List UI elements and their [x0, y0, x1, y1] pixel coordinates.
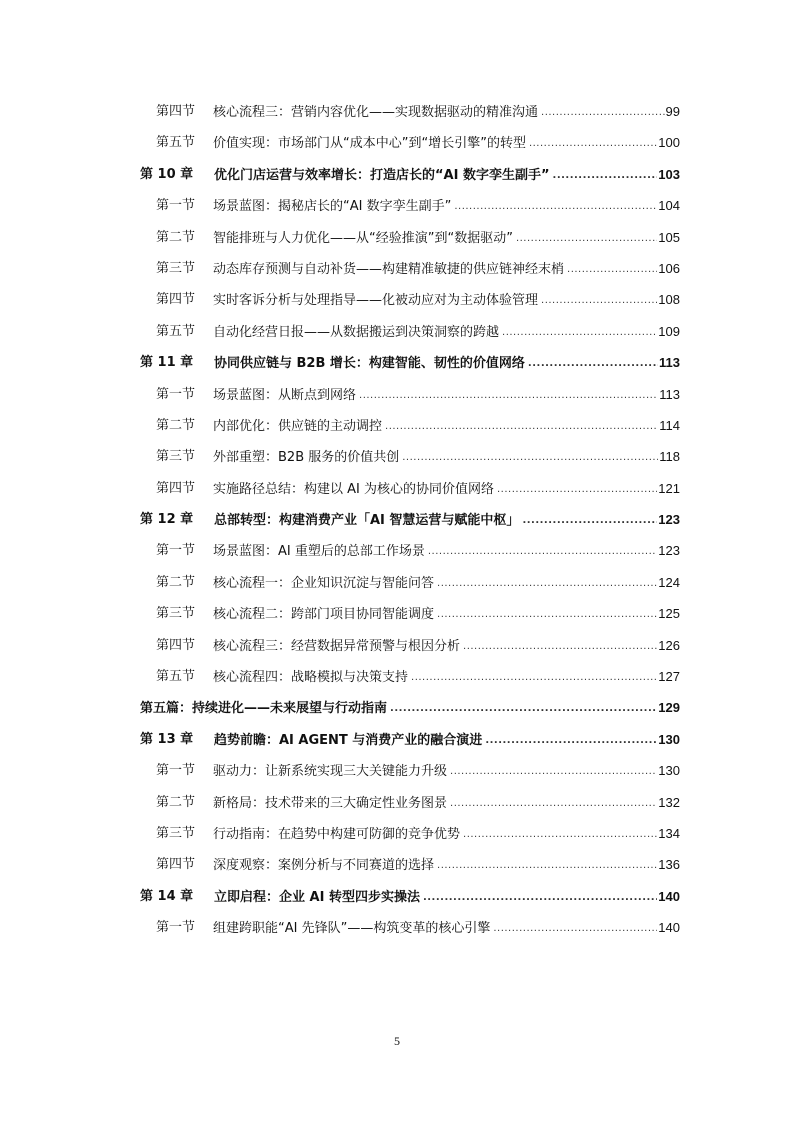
toc-entry-number: 第三节: [156, 260, 196, 276]
toc-entry-title: 第五篇：持续进化——未来展望与行动指南: [140, 701, 388, 717]
toc-entry-title: 动态库存预测与自动补货——构建精准敏捷的供应链神经末梢: [213, 261, 565, 277]
toc-entry-number: 第 13 章: [140, 731, 194, 747]
toc-entry: [213, 96, 680, 129]
toc-entry: [214, 159, 680, 192]
dot-leader: [522, 505, 657, 536]
page-number: 5: [394, 1034, 400, 1048]
toc-section-row[interactable]: [0, 253, 794, 284]
toc-section-row[interactable]: [0, 222, 794, 253]
toc-entry-title: 实施路径总结：构建以 AI 为核心的协同价值网络: [213, 481, 494, 497]
toc-entry-number: 第 14 章: [140, 888, 194, 904]
toc-entry-page: 104: [658, 198, 680, 214]
toc-entry: [213, 661, 680, 694]
toc-entry: [140, 692, 680, 725]
toc-entry-number: 第四节: [156, 480, 196, 496]
toc-entry-page: 105: [658, 229, 680, 245]
toc-entry-page: 113: [659, 386, 680, 402]
dot-leader: [450, 788, 657, 819]
toc-entry-title: 核心流程三：经营数据异常预警与根因分析: [213, 638, 461, 654]
toc-section-row[interactable]: [0, 912, 794, 943]
dot-leader: [428, 536, 657, 567]
toc-entry-title: 驱动力：让新系统实现三大关键能力升级: [213, 764, 448, 780]
toc-entry-number: 第一节: [156, 198, 196, 214]
toc-entry-page: 127: [658, 669, 680, 685]
dot-leader: [390, 693, 657, 724]
toc-entry-number: 第四节: [156, 292, 196, 308]
toc-section-row[interactable]: [0, 316, 794, 347]
toc-section-row[interactable]: [0, 535, 794, 566]
toc-section-row[interactable]: [0, 755, 794, 786]
toc-entry-number: 第 10 章: [140, 166, 194, 182]
toc-entry-number: 第四节: [156, 857, 196, 873]
toc-section-row[interactable]: [0, 96, 794, 127]
toc-entry-page: 124: [658, 574, 680, 590]
toc-entry: [213, 535, 680, 568]
toc-chapter-row[interactable]: [0, 504, 794, 535]
toc-entry: [213, 222, 680, 255]
toc-chapter-row[interactable]: [0, 881, 794, 912]
dot-leader: [423, 882, 657, 913]
toc-section-row[interactable]: [0, 849, 794, 880]
toc-entry-title: 场景蓝图：AI 重塑后的总部工作场景: [213, 544, 425, 560]
toc-entry-title: 深度观察：案例分析与不同赛道的选择: [213, 858, 435, 874]
toc-entry-number: 第五节: [156, 669, 196, 685]
dot-leader: [553, 160, 658, 191]
toc-entry-title: 核心流程三：营销内容优化——实现数据驱动的精准沟通: [213, 105, 539, 120]
toc-chapter-row[interactable]: [0, 159, 794, 190]
toc-entry: [213, 787, 680, 820]
table-of-contents: [0, 96, 794, 944]
toc-section-row[interactable]: [0, 379, 794, 410]
dot-leader: [502, 317, 657, 348]
toc-entry-page: 123: [658, 543, 680, 559]
toc-entry-title: 总部转型：构建消费产业「AI 智慧运营与赋能中枢」: [214, 513, 520, 529]
dot-leader: [385, 411, 658, 442]
toc-entry: [213, 755, 680, 788]
toc-entry-title: 核心流程二：跨部门项目协同智能调度: [213, 607, 435, 623]
toc-entry-title: 组建跨职能“AI 先锋队”——构筑变革的核心引擎: [213, 921, 491, 937]
toc-chapter-row[interactable]: [0, 724, 794, 755]
toc-entry-page: 134: [658, 825, 680, 841]
toc-entry: [213, 253, 680, 286]
toc-section-row[interactable]: [0, 787, 794, 818]
toc-entry: [213, 630, 680, 663]
toc-section-row[interactable]: [0, 567, 794, 598]
toc-entry-page: 129: [658, 700, 680, 716]
toc-entry-number: 第五节: [156, 323, 196, 339]
toc-entry: [213, 379, 680, 412]
toc-entry-number: 第二节: [156, 229, 196, 245]
toc-section-row[interactable]: [0, 190, 794, 221]
dot-leader: [411, 662, 657, 693]
toc-entry-page: 108: [658, 292, 680, 308]
toc-entry-title: 新格局：技术带来的三大确定性业务图景: [213, 795, 448, 811]
dot-leader: [516, 223, 657, 254]
dot-leader: [437, 850, 657, 881]
toc-entry-number: 第一节: [156, 920, 196, 936]
toc-entry-number: 第四节: [156, 637, 196, 653]
toc-section-row[interactable]: [0, 598, 794, 629]
dot-leader: [493, 913, 657, 944]
toc-entry-title: 趋势前瞻：AI AGENT 与消费产业的融合演进: [214, 732, 483, 748]
toc-entry: [214, 504, 680, 537]
toc-entry-page: 100: [658, 135, 680, 151]
toc-entry: [213, 818, 680, 851]
toc-entry-number: 第三节: [156, 606, 196, 622]
toc-entry-page: 106: [658, 260, 680, 276]
toc-entry-page: 140: [658, 920, 680, 936]
toc-entry-number: 第二节: [156, 574, 196, 590]
dot-leader: [463, 819, 657, 850]
toc-entry: [213, 912, 680, 945]
toc-section-row[interactable]: [0, 441, 794, 472]
toc-entry-page: 126: [658, 637, 680, 653]
toc-entry: [213, 190, 680, 223]
toc-entry-number: 第一节: [156, 763, 196, 779]
toc-entry-number: 第 12 章: [140, 512, 194, 528]
toc-entry-title: 立即启程：企业 AI 转型四步实操法: [214, 889, 420, 905]
toc-entry-title: 场景蓝图：揭秘店长的“AI 数字孪生副手”: [213, 199, 452, 215]
toc-entry: [213, 127, 680, 160]
toc-entry-title: 场景蓝图：从断点到网络: [213, 387, 357, 403]
toc-entry-number: 第 11 章: [140, 355, 194, 371]
dot-leader: [437, 568, 657, 599]
toc-entry-page: 109: [658, 323, 680, 339]
toc-entry-page: 118: [659, 449, 680, 465]
toc-entry-title: 行动指南：在趋势中构建可防御的竞争优势: [213, 826, 461, 842]
dot-leader: [528, 348, 658, 379]
toc-entry-title: 协同供应链与 B2B 增长：构建智能、韧性的价值网络: [214, 356, 525, 372]
toc-entry-number: 第三节: [156, 825, 196, 841]
toc-chapter-row[interactable]: [0, 347, 794, 378]
toc-entry-page: 114: [659, 417, 680, 433]
toc-entry-title: 价值实现：市场部门从“成本中心”到“增长引擎”的转型: [213, 136, 526, 152]
toc-entry-title: 自动化经营日报——从数据搬运到决策洞察的跨越: [213, 324, 500, 340]
dot-leader: [450, 756, 657, 787]
dot-leader: [463, 631, 657, 662]
toc-entry: [213, 567, 680, 600]
toc-entry-number: 第三节: [156, 449, 196, 465]
toc-entry-title: 实时客诉分析与处理指导——化被动应对为主动体验管理: [213, 293, 539, 309]
dot-leader: [541, 285, 657, 316]
toc-entry-page: 123: [658, 512, 680, 528]
toc-entry-title: 核心流程四：战略模拟与决策支持: [213, 670, 409, 686]
toc-entry: [214, 724, 680, 757]
toc-section-row[interactable]: [0, 630, 794, 661]
toc-entry-page: 132: [658, 794, 680, 810]
dot-leader: [529, 128, 657, 159]
toc-section-row[interactable]: [0, 127, 794, 158]
dot-leader: [359, 380, 658, 411]
dot-leader: [497, 474, 657, 505]
toc-entry-page: 99: [665, 104, 680, 119]
toc-section-row[interactable]: [0, 410, 794, 441]
toc-entry-number: 第二节: [156, 417, 196, 433]
toc-entry-page: 130: [658, 731, 680, 747]
toc-entry: [214, 881, 680, 914]
toc-section-row[interactable]: [0, 473, 794, 504]
toc-section-row[interactable]: [0, 661, 794, 692]
toc-entry-page: 113: [659, 355, 680, 371]
toc-entry-page: 125: [658, 606, 680, 622]
toc-section-row[interactable]: [0, 818, 794, 849]
dot-leader: [454, 191, 657, 222]
toc-entry-title: 优化门店运营与效率增长：打造店长的“AI 数字孪生副手”: [214, 167, 550, 183]
toc-entry-title: 智能排班与人力优化——从“经验推演”到“数据驱动”: [213, 230, 513, 246]
dot-leader: [567, 254, 657, 285]
toc-entry: [213, 849, 680, 882]
dot-leader: [437, 599, 657, 630]
toc-entry: [213, 284, 680, 317]
toc-entry-number: 第四节: [156, 104, 196, 119]
toc-entry-page: 121: [658, 480, 680, 496]
toc-entry: [213, 473, 680, 506]
toc-entry-page: 103: [658, 166, 680, 182]
toc-entry-number: 第一节: [156, 386, 196, 402]
dot-leader: [402, 442, 658, 473]
toc-entry-title: 内部优化：供应链的主动调控: [213, 418, 383, 434]
toc-entry-page: 140: [658, 888, 680, 904]
toc-entry: [213, 410, 680, 443]
dot-leader: [485, 725, 657, 756]
toc-entry: [213, 598, 680, 631]
toc-entry: [214, 347, 680, 380]
toc-entry-page: 130: [658, 763, 680, 779]
toc-entry-number: 第二节: [156, 794, 196, 810]
toc-section-row[interactable]: [0, 284, 794, 315]
dot-leader: [541, 97, 665, 128]
toc-entry-number: 第五节: [156, 135, 196, 151]
toc-entry: [213, 316, 680, 349]
toc-entry-page: 136: [658, 857, 680, 873]
toc-entry: [213, 441, 680, 474]
toc-entry-title: 核心流程一：企业知识沉淀与智能问答: [213, 575, 435, 591]
toc-entry-number: 第一节: [156, 543, 196, 559]
toc-entry-title: 外部重塑：B2B 服务的价值共创: [213, 450, 400, 466]
toc-part-row[interactable]: [0, 692, 794, 723]
